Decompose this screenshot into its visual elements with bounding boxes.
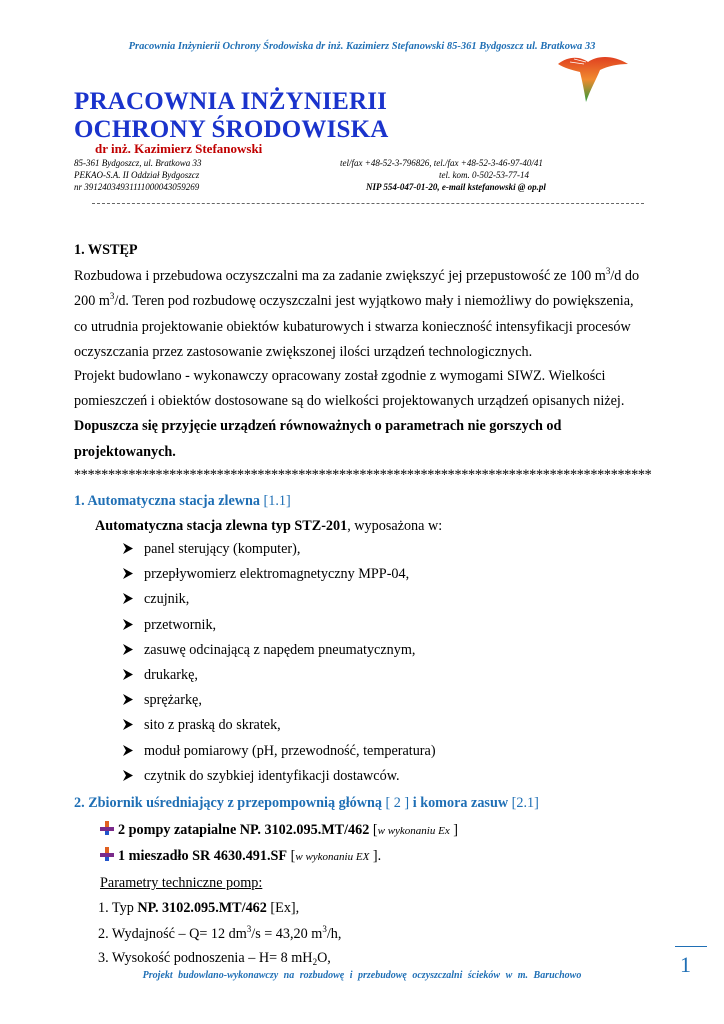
- bank: PEKAO-S.A. II Oddział Bydgoszcz: [74, 170, 200, 180]
- phone: tel/fax +48-52-3-796826, tel./fax +48-52-3-46-97-40/41: [340, 158, 543, 168]
- list-item: [122, 743, 436, 760]
- pump-icon: [100, 821, 114, 835]
- list-item-text: czujnik,: [144, 591, 190, 608]
- mixer-line: 1 mieszadło SR 4630.491.SF [w wykonaniu EX ].: [100, 844, 381, 871]
- bird-logo-icon: [556, 50, 630, 104]
- arrow-bullet-icon: [122, 591, 144, 608]
- list-item-text: przetwornik,: [144, 616, 217, 633]
- list-item: [122, 667, 198, 684]
- list-item: [122, 541, 300, 558]
- arrow-bullet-icon: [122, 566, 144, 583]
- page-number: 1: [680, 952, 691, 977]
- mobile: tel. kom. 0-502-53-77-14: [439, 170, 529, 180]
- list-item: [122, 591, 189, 608]
- list-item: [122, 642, 415, 659]
- param-3: 3. Wysokość podnoszenia – H= 8 $mH_2O$,: [98, 950, 331, 967]
- arrow-bullet-icon: [122, 617, 144, 634]
- list-item-text: przepływomierz elektromagnetyczny MPP-04,: [144, 566, 410, 583]
- arrow-bullet-icon: [122, 743, 144, 760]
- list-item: [122, 617, 216, 634]
- intro-line-4: oczyszczania przez zastosowanie zwiększonej ilości urządzeń technologicznych.: [74, 344, 533, 360]
- intro-line-3: co utrudnia projektowanie obiektów kubaturowych i stwarza konieczność intensyfikacji procesów: [74, 319, 631, 335]
- list-item-text: sito z praską do skratek,: [144, 717, 281, 734]
- list-item-text: czytnik do szybkiej identyfikacji dostawców.: [144, 767, 400, 784]
- section1-lead: Automatyczna stacja zlewna typ STZ-201, wyposażona w:: [95, 518, 443, 534]
- mixer-icon: [100, 847, 114, 861]
- intro-line-6: pomieszczeń i obiektów dostosowane są do wielkości projektowanych urządzeń opisanych niżej.: [74, 393, 625, 409]
- intro-line-8: projektowanych.: [74, 444, 176, 460]
- param-1: 1. Typ NP. 3102.095.MT/462 [Ex],: [98, 900, 300, 916]
- arrow-bullet-icon: [122, 541, 144, 558]
- intro-line-2: 200 $m^3/d$. Teren pod rozbudowę oczyszczalni jest wyjątkowo mały i niemożliwy do powiększenia,: [74, 291, 634, 309]
- intro-line-7: Dopuszcza się przyjęcie urządzeń równoważnych o parametrach nie gorszych od: [74, 418, 562, 434]
- arrow-bullet-icon: [122, 692, 144, 709]
- list-item-text: zasuwę odcinającą z napędem pneumatycznym,: [144, 641, 416, 658]
- owner-name: dr inż. Kazimierz Stefanowski: [95, 141, 263, 156]
- arrow-bullet-icon: [122, 717, 144, 734]
- list-item-text: panel sterujący (komputer),: [144, 541, 301, 557]
- arrow-bullet-icon: [122, 667, 144, 684]
- list-item-text: moduł pomiarowy (pH, przewodność, temperatura): [144, 742, 436, 759]
- intro-line-1: Rozbudowa i przebudowa oczyszczalni ma za zadanie zwiększyć jej przepustowość ze 100 $m^3/d$ do: [74, 266, 640, 284]
- pumps-line: 2 pompy zatapialne NP. 3102.095.MT/462 [w wykonaniu Ex ]: [100, 818, 458, 845]
- list-item: [122, 717, 281, 734]
- section2-heading: 2. Zbiornik uśredniający z przepompownią główną [ 2 ] i komora zasuw [2.1]: [74, 795, 539, 811]
- running-header: Pracownia Inżynierii Ochrony Środowiska dr inż. Kazimierz Stefanowski 85-361 Bydgoszcz ul. Bratkowa 33: [128, 41, 596, 52]
- page-number-rule: [675, 946, 707, 947]
- intro-heading: 1. WSTĘP: [74, 242, 138, 258]
- firm-title-line1: PRACOWNIA INŻYNIERII: [74, 88, 388, 115]
- separator-line: [92, 203, 644, 204]
- arrow-bullet-icon: [122, 642, 144, 659]
- footer-text: Projekt budowlano-wykonawczy na rozbudowę i przebudowę oczyszczalni ścieków w m. Baruchowo: [142, 970, 582, 981]
- list-item-text: drukarkę,: [144, 667, 198, 683]
- nip-email: NIP 554-047-01-20, e-mail kstefanowski @ op.pl: [366, 182, 546, 192]
- account-number: nr 39124034931111000043059269: [74, 182, 200, 192]
- arrow-bullet-icon: [122, 768, 144, 785]
- section1-heading: 1. Automatyczna stacja zlewna [1.1]: [74, 493, 291, 509]
- address: 85-361 Bydgoszcz, ul. Bratkowa 33: [74, 158, 202, 168]
- param-2: 2. Wydajność – Q= 12 $dm^3/s = 43,20$ $m^3/h$,: [98, 924, 342, 942]
- list-item: [122, 692, 202, 709]
- intro-line-5: Projekt budowlano - wykonawczy opracowany został zgodnie z wymogami SIWZ. Wielkości: [74, 368, 606, 384]
- list-item: [122, 566, 409, 583]
- stars-separator: *************************************************************************************: [74, 467, 652, 483]
- list-item: [122, 768, 400, 785]
- firm-title-line2: OCHRONY ŚRODOWISKA: [74, 116, 389, 143]
- list-item-text: sprężarkę,: [144, 692, 202, 709]
- params-heading: Parametry techniczne pomp:: [100, 875, 263, 891]
